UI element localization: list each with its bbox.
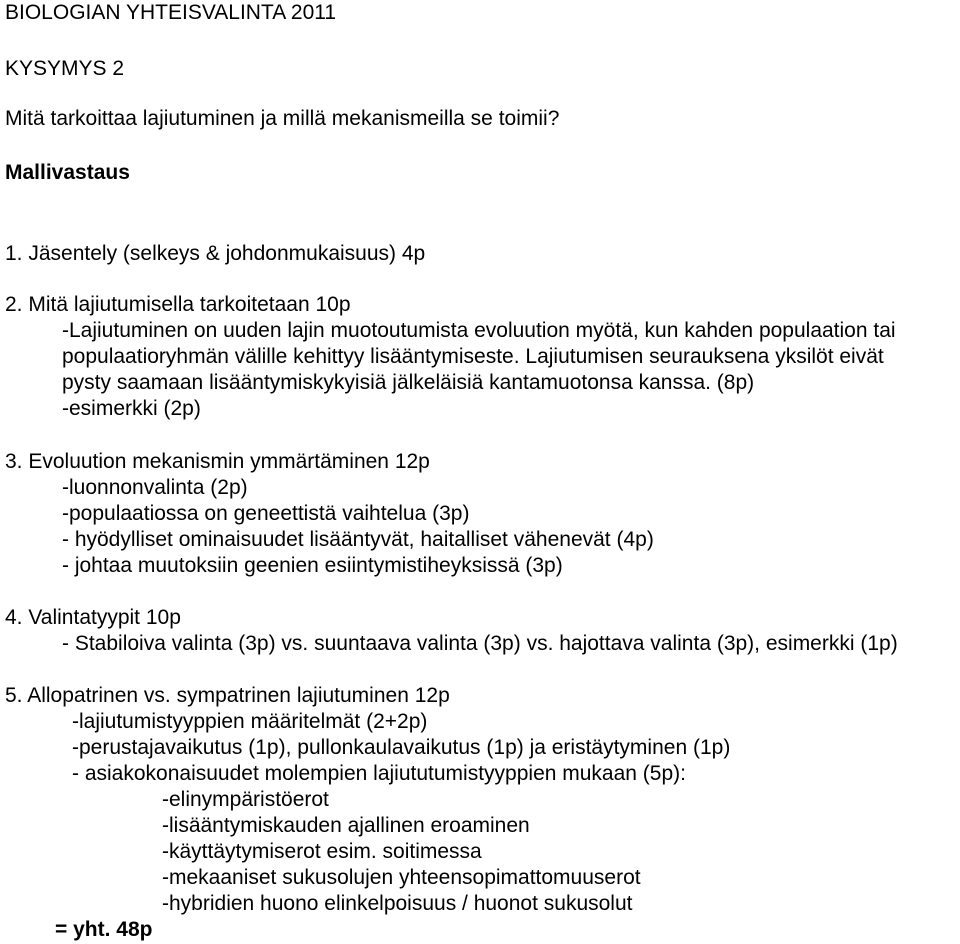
section-subline: -hybridien huono elinkelpoisuus / huonot sukusolut (162, 892, 633, 915)
section-subline: -käyttäytymiserot esim. soitimessa (162, 840, 482, 863)
section-line: -esimerkki (2p) (62, 397, 201, 420)
section-line: - Stabiloiva valinta (3p) vs. suuntaava valinta (3p) vs. hajottava valinta (3p), esimerkki (1p) (62, 632, 898, 655)
document-title: BIOLOGIAN YHTEISVALINTA 2011 (5, 1, 337, 24)
question-text: Mitä tarkoittaa lajiutuminen ja millä mekanismeilla se toimii? (5, 107, 560, 130)
section-subline: -lisääntymiskauden ajallinen eroaminen (162, 814, 530, 837)
section-subline: -elinympäristöerot (162, 788, 329, 811)
section-heading: 3. Evoluution mekanismin ymmärtäminen 12p (5, 450, 430, 473)
section-line: - hyödylliset ominaisuudet lisääntyvät, haitalliset vähenevät (4p) (62, 528, 654, 551)
section-line: - johtaa muutoksiin geenien esiintymistiheyksissä (3p) (62, 554, 563, 577)
question-number: KYSYMYS 2 (5, 57, 125, 80)
section-heading: 4. Valintatyypit 10p (5, 606, 181, 629)
section-line: populaatioryhmän välille kehittyy lisääntymiseste. Lajiutumisen seurauksena yksilöt eivät (62, 345, 884, 368)
section-line: -Lajiutuminen on uuden lajin muotoutumista evoluution myötä, kun kahden populaation tai (62, 319, 896, 342)
section-heading: 2. Mitä lajiutumisella tarkoitetaan 10p (5, 293, 351, 316)
section-line: -luonnonvalinta (2p) (62, 476, 248, 499)
total-points: = yht. 48p (55, 918, 153, 941)
section-line: -perustajavaikutus (1p), pullonkaulavaikutus (1p) ja eristäytyminen (1p) (72, 736, 731, 759)
section-line: -lajiutumistyyppien määritelmät (2+2p) (72, 710, 428, 733)
section-line: - asiakokonaisuudet molempien lajiututumistyyppien mukaan (5p): (72, 762, 686, 785)
answer-heading: Mallivastaus (5, 161, 130, 184)
section-subline: -mekaaniset sukusolujen yhteensopimattomuuserot (162, 866, 641, 889)
section-line: -populaatiossa on geneettistä vaihtelua (3p) (62, 502, 470, 525)
section-line: pysty saamaan lisääntymiskykyisiä jälkeläisiä kantamuotonsa kanssa. (8p) (62, 371, 755, 394)
section-heading: 5. Allopatrinen vs. sympatrinen lajiutuminen 12p (5, 684, 450, 707)
section-heading: 1. Jäsentely (selkeys & johdonmukaisuus) 4p (5, 242, 426, 265)
